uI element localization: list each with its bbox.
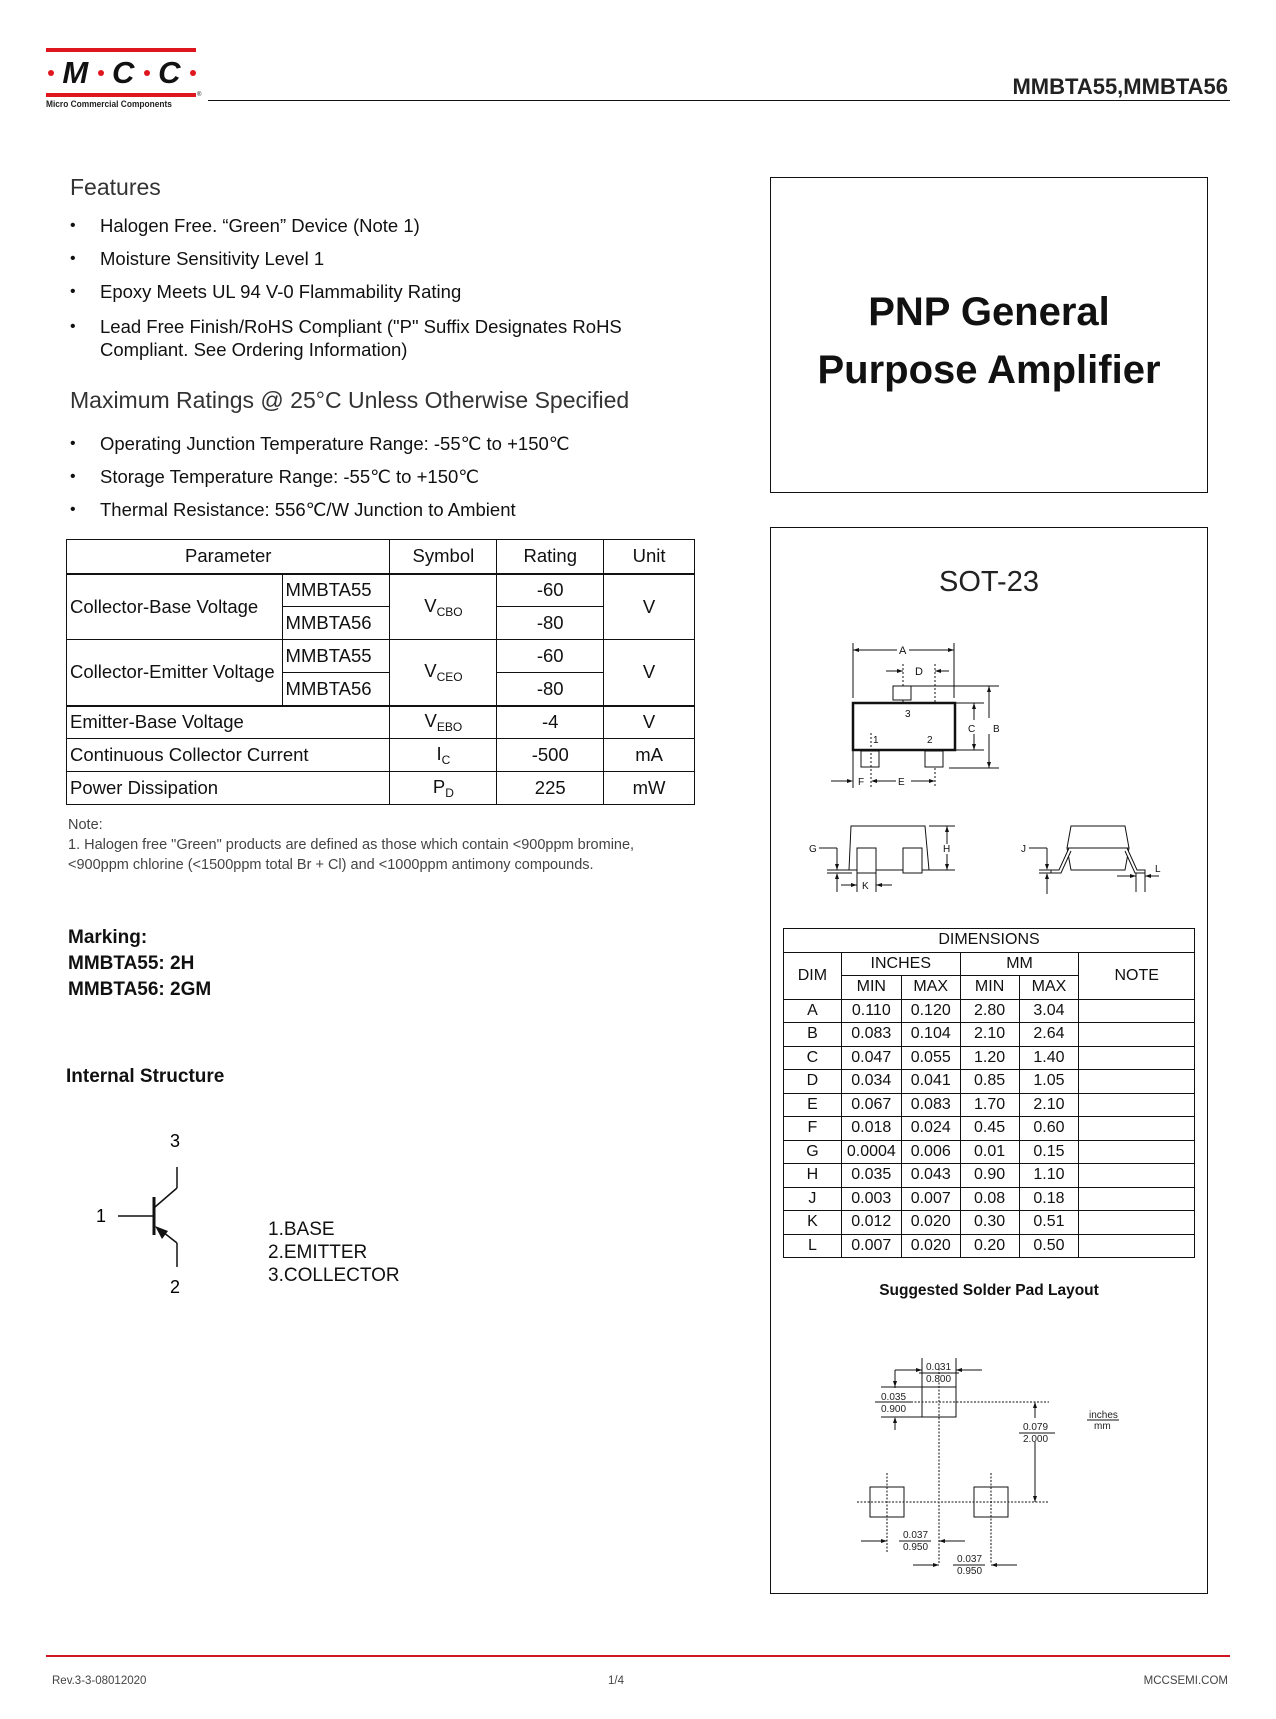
- dims-title-row: [784, 929, 1195, 953]
- parameter-cell: Power Dissipation: [67, 772, 390, 805]
- rating-cell: -60: [497, 574, 604, 607]
- dim-label-a: A: [899, 645, 907, 657]
- table-row: L 0.007 0.020 0.20 0.50: [784, 1234, 1195, 1258]
- pad-height-in: 0.035: [881, 1392, 907, 1403]
- page-number: 1/4: [608, 1675, 624, 1687]
- rating-cell: -500: [497, 739, 604, 772]
- logo-dot: [48, 70, 54, 76]
- note-line: 1. Halogen free "Green" products are defined as those which contain <900ppm bromine,: [68, 837, 635, 853]
- dim-label-l: L: [1155, 864, 1161, 875]
- pin-2-mark: 2: [927, 735, 933, 746]
- col-header-unit: Unit: [604, 540, 695, 574]
- logo-letter-c: C: [158, 55, 182, 90]
- units-mm: mm: [1094, 1421, 1111, 1432]
- table-header-row: [67, 540, 695, 574]
- max-ratings-list: [70, 432, 710, 521]
- table-row: [67, 772, 695, 805]
- logo-letter-c: C: [112, 55, 136, 90]
- col-header-mm: MM: [960, 952, 1079, 976]
- product-title-box: [770, 177, 1208, 493]
- feature-item: • Halogen Free. “Green” Device (Note 1): [70, 214, 710, 237]
- feature-item: • Lead Free Finish/RoHS Compliant ("P" Suffix Designates RoHS Compliant. See Ordering Information): [70, 315, 710, 361]
- row-pitch-in: 0.079: [1023, 1422, 1049, 1433]
- pitch-left-in: 0.037: [903, 1530, 929, 1541]
- unit-cell: mA: [604, 739, 695, 772]
- col-header-dim: DIM: [784, 952, 842, 999]
- table-row: B 0.083 0.104 2.10 2.64: [784, 1023, 1195, 1047]
- rating-condition: • Thermal Resistance: 556℃/W Junction to Ambient: [70, 498, 710, 521]
- symbol-cell: $V_{CBO}$: [390, 574, 497, 640]
- table-row: E 0.067 0.083 1.70 2.10: [784, 1093, 1195, 1117]
- col-header-note: NOTE: [1079, 952, 1195, 999]
- unit-cell: V: [604, 640, 695, 706]
- dimensions-table: [783, 928, 1195, 1258]
- part-cell: MMBTA55: [282, 574, 390, 607]
- col-header-in-max: MAX: [901, 976, 960, 1000]
- table-row: D 0.034 0.041 0.85 1.05: [784, 1070, 1195, 1094]
- max-ratings-table: [66, 539, 695, 805]
- solder-pad-title: Suggested Solder Pad Layout: [879, 1282, 1099, 1299]
- logo-dot: [144, 70, 150, 76]
- marking-title: Marking:: [68, 927, 148, 948]
- feature-item: • Moisture Sensitivity Level 1: [70, 247, 710, 270]
- pitch-right-in: 0.037: [957, 1554, 983, 1565]
- package-box: [770, 527, 1208, 1594]
- table-row: [67, 739, 695, 772]
- pin-3-label: 3: [170, 1131, 181, 1151]
- pin-1-label: 1: [96, 1206, 107, 1226]
- symbol-cell: $P_D$: [390, 772, 497, 805]
- pin-legend-item: 2.EMITTER: [268, 1242, 368, 1263]
- table-row: J 0.003 0.007 0.08 0.18: [784, 1187, 1195, 1211]
- marking-block: [68, 925, 211, 1003]
- note-block: [68, 815, 634, 875]
- symbol-cell: $V_{CEO}$: [390, 640, 497, 706]
- table-row: [67, 574, 695, 607]
- note-line: <900ppm chlorine (<1500ppm total Br + Cl) and <1000ppm antimony compounds.: [68, 857, 594, 873]
- parameter-cell: Collector-Emitter Voltage: [67, 640, 283, 706]
- package-side-view-drawing: [807, 818, 977, 898]
- registered-mark: ®: [197, 92, 202, 98]
- pin-3-mark: 3: [905, 709, 911, 720]
- internal-structure-title: Internal Structure: [66, 1066, 225, 1087]
- table-row: [67, 706, 695, 739]
- pad-width-in: 0.031: [926, 1362, 952, 1373]
- col-header-rating: Rating: [497, 540, 604, 574]
- dims-title: DIMENSIONS: [784, 929, 1195, 953]
- dims-group-row: [784, 952, 1195, 976]
- solder-pad-layout-drawing: [851, 1318, 1151, 1578]
- rating-cell: -4: [497, 706, 604, 739]
- footer-rule: [46, 1655, 1230, 1657]
- pin-2-label: 2: [170, 1277, 181, 1297]
- pad-width-mm: 0.800: [926, 1374, 952, 1385]
- pitch-left-mm: 0.950: [903, 1542, 929, 1553]
- symbol-cell: $V_{EBO}$: [390, 706, 497, 739]
- part-cell: MMBTA56: [282, 607, 390, 640]
- note-label: Note:: [68, 817, 103, 833]
- logo-letter-m: M: [62, 55, 90, 90]
- pnp-transistor-symbol-icon: [90, 1125, 230, 1300]
- dim-label-b: B: [993, 724, 1000, 735]
- logo-dot: [190, 70, 196, 76]
- table-row: A 0.110 0.120 2.80 3.04: [784, 999, 1195, 1023]
- company-name: Micro Commercial Components: [46, 99, 172, 110]
- unit-cell: V: [604, 706, 695, 739]
- features-list: [70, 214, 710, 361]
- rating-cell: -80: [497, 673, 604, 706]
- col-header-inches: INCHES: [841, 952, 960, 976]
- logo-bottom-bar: [46, 93, 196, 97]
- pin-legend-item: 3.COLLECTOR: [268, 1265, 400, 1286]
- rating-cell: -80: [497, 607, 604, 640]
- col-header-symbol: Symbol: [390, 540, 497, 574]
- part-numbers: MMBTA55,MMBTA56: [1012, 74, 1228, 99]
- dim-label-h: H: [943, 844, 951, 855]
- pad-height-mm: 0.900: [881, 1404, 907, 1415]
- table-row: F 0.018 0.024 0.45 0.60: [784, 1117, 1195, 1141]
- product-title: PNP General Purpose Amplifier: [817, 290, 1161, 392]
- marking-item: MMBTA56: 2GM: [68, 979, 212, 1000]
- header-rule: [208, 100, 1230, 101]
- parameter-cell: Continuous Collector Current: [67, 739, 390, 772]
- col-header-mm-min: MIN: [960, 976, 1019, 1000]
- dim-label-k: K: [862, 881, 869, 892]
- col-header-in-min: MIN: [841, 976, 901, 1000]
- dim-label-e: E: [898, 777, 905, 788]
- row-pitch-mm: 2.000: [1023, 1434, 1049, 1445]
- dim-label-j: J: [1021, 844, 1026, 855]
- features-heading: Features: [70, 174, 161, 200]
- pin-1-mark: 1: [873, 735, 879, 746]
- marking-item: MMBTA55: 2H: [68, 953, 195, 974]
- logo-dot: [98, 70, 104, 76]
- revision-label: Rev.3-3-08012020: [52, 1675, 147, 1687]
- units-inches: inches: [1089, 1410, 1118, 1421]
- package-name: SOT-23: [939, 566, 1039, 598]
- pitch-right-mm: 0.950: [957, 1566, 983, 1577]
- feature-item: • Epoxy Meets UL 94 V-0 Flammability Rating: [70, 280, 710, 303]
- dim-label-f: F: [858, 777, 865, 788]
- dim-label-g: G: [809, 844, 817, 855]
- part-cell: MMBTA55: [282, 640, 390, 673]
- rating-cell: 225: [497, 772, 604, 805]
- unit-cell: V: [604, 574, 695, 640]
- package-end-view-drawing: [1021, 818, 1171, 898]
- unit-cell: mW: [604, 772, 695, 805]
- col-header-parameter: Parameter: [67, 540, 390, 574]
- website-label: MCCSEMI.COM: [1143, 1675, 1228, 1687]
- table-row: K 0.012 0.020 0.30 0.51: [784, 1211, 1195, 1235]
- part-cell: MMBTA56: [282, 673, 390, 706]
- parameter-cell: Collector-Base Voltage: [67, 574, 283, 640]
- package-top-view-drawing: [831, 638, 1071, 798]
- pin-legend-item: 1.BASE: [268, 1219, 335, 1240]
- rating-cell: -60: [497, 640, 604, 673]
- table-row: G 0.0004 0.006 0.01 0.15: [784, 1140, 1195, 1164]
- rating-condition: • Storage Temperature Range: -55℃ to +150℃: [70, 465, 710, 488]
- table-row: C 0.047 0.055 1.20 1.40: [784, 1046, 1195, 1070]
- rating-condition: • Operating Junction Temperature Range: -55℃ to +150℃: [70, 432, 710, 455]
- logo-top-bar: [46, 48, 196, 52]
- mcc-logo: [46, 48, 202, 114]
- table-row: H 0.035 0.043 0.90 1.10: [784, 1164, 1195, 1188]
- pin-legend: [268, 1218, 400, 1287]
- col-header-mm-max: MAX: [1019, 976, 1079, 1000]
- max-ratings-heading: Maximum Ratings @ 25°C Unless Otherwise Specified: [70, 387, 630, 413]
- table-row: [67, 640, 695, 673]
- logo-mark: [48, 54, 196, 92]
- dim-label-d: D: [915, 666, 923, 678]
- parameter-cell: Emitter-Base Voltage: [67, 706, 390, 739]
- dim-label-c: C: [968, 724, 976, 735]
- symbol-cell: $I_C$: [390, 739, 497, 772]
